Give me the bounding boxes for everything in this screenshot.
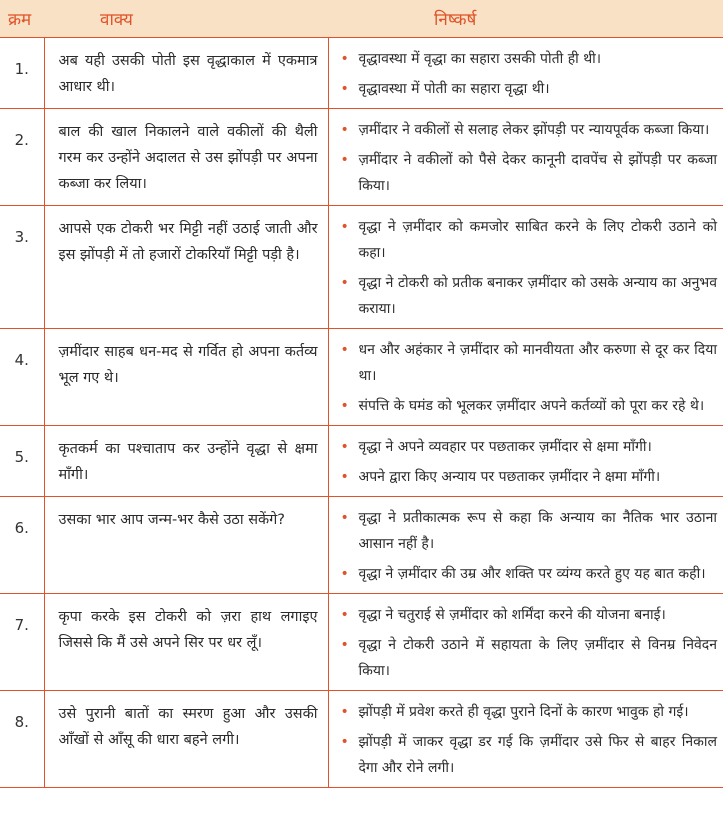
conclusion-cell — [328, 328, 723, 425]
row-number: 4. — [0, 328, 44, 425]
conclusion-cell — [328, 425, 723, 496]
bullet-icon: • — [340, 468, 349, 485]
bullet-icon: • — [340, 606, 349, 623]
table-row — [0, 593, 723, 690]
header-serial: क्रम — [0, 0, 44, 37]
bullet-icon: • — [340, 703, 349, 720]
bullet-icon: • — [340, 50, 349, 67]
bullet-icon: • — [340, 80, 349, 97]
conclusion-cell — [328, 205, 723, 328]
conclusion-cell — [328, 108, 723, 205]
conclusion-cell — [328, 593, 723, 690]
conclusion-item — [335, 270, 718, 322]
sentence-cell: आपसे एक टोकरी भर मिट्टी नहीं उठाई जाती और इस झोंपड़ी में तो हजारों टोकरियाँ मिट्टी पड़ी है। — [44, 205, 328, 328]
bullet-icon: • — [340, 509, 349, 526]
conclusion-cell — [328, 37, 723, 108]
row-number: 3. — [0, 205, 44, 328]
table-row — [0, 690, 723, 787]
conclusion-list — [335, 602, 718, 684]
bullet-icon: • — [340, 121, 349, 138]
conclusion-text: धन और अहंकार ने ज़मींदार को मानवीयता और करुणा से दूर कर दिया था। — [358, 341, 717, 384]
conclusion-text: ज़मींदार ने वकीलों से सलाह लेकर झोंपड़ी पर न्यायपूर्वक कब्जा किया। — [358, 121, 710, 138]
conclusion-item — [335, 147, 718, 199]
sentence-cell: कृपा करके इस टोकरी को ज़रा हाथ लगाइए जिससे कि मैं उसे अपने सिर पर धर लूँ। — [44, 593, 328, 690]
bullet-icon: • — [340, 565, 349, 582]
conclusion-item — [335, 117, 718, 143]
table-row — [0, 37, 723, 108]
sentence-cell: अब यही उसकी पोती इस वृद्धाकाल में एकमात्र आधार थी। — [44, 37, 328, 108]
row-number: 6. — [0, 496, 44, 593]
header-sentence: वाक्य — [44, 0, 328, 37]
conclusion-item — [335, 699, 718, 725]
conclusion-list — [335, 117, 718, 199]
bullet-icon: • — [340, 274, 349, 291]
table-row — [0, 108, 723, 205]
table-row — [0, 205, 723, 328]
header-conclusion: निष्कर्ष — [328, 0, 723, 37]
row-number: 8. — [0, 690, 44, 787]
bullet-icon: • — [340, 438, 349, 455]
conclusion-text: वृद्धा ने प्रतीकात्मक रूप से कहा कि अन्याय का नैतिक भार उठाना आसान नहीं है। — [358, 509, 717, 552]
table-row — [0, 496, 723, 593]
conclusion-cell — [328, 690, 723, 787]
conclusion-list — [335, 214, 718, 322]
conclusion-text: वृद्धावस्था में पोती का सहारा वृद्धा थी। — [358, 80, 550, 97]
conclusion-list — [335, 337, 718, 419]
conclusion-text: वृद्धा ने ज़मींदार की उम्र और शक्ति पर व्यंग्य करते हुए यह बात कही। — [358, 565, 706, 582]
sentence-cell: उसे पुरानी बातों का स्मरण हुआ और उसकी आँखों से आँसू की धारा बहने लगी। — [44, 690, 328, 787]
table-row — [0, 328, 723, 425]
conclusion-text: वृद्धा ने टोकरी को प्रतीक बनाकर ज़मींदार को उसके अन्याय का अनुभव कराया। — [358, 274, 717, 317]
conclusion-item — [335, 729, 718, 781]
conclusion-text: वृद्धा ने ज़मींदार को कमजोर साबित करने के लिए टोकरी उठाने को कहा। — [358, 218, 717, 261]
conclusion-text: वृद्धा ने अपने व्यवहार पर पछताकर ज़मींदार से क्षमा माँगी। — [358, 438, 652, 455]
conclusion-list — [335, 46, 718, 102]
sentence-cell: बाल की खाल निकालने वाले वकीलों की थैली गरम कर उन्होंने अदालत से उस झोंपड़ी पर अपना कब्जा कर लिया। — [44, 108, 328, 205]
bullet-icon: • — [340, 397, 349, 414]
table-header-row — [0, 0, 723, 37]
conclusion-text: वृद्धावस्था में वृद्धा का सहारा उसकी पोती ही थी। — [358, 50, 602, 67]
conclusion-text: ज़मींदार ने वकीलों को पैसे देकर कानूनी दावपेंच से झोंपड़ी पर कब्जा किया। — [358, 151, 717, 194]
conclusion-cell — [328, 496, 723, 593]
row-number: 2. — [0, 108, 44, 205]
conclusion-text: झोंपड़ी में जाकर वृद्धा डर गई कि ज़मींदार उसे फिर से बाहर निकाल देगा और रोने लगी। — [358, 733, 717, 776]
conclusion-item — [335, 76, 718, 102]
conclusion-list — [335, 699, 718, 781]
conclusion-item — [335, 337, 718, 389]
bullet-icon: • — [340, 733, 349, 750]
conclusion-text: वृद्धा ने टोकरी उठाने में सहायता के लिए ज़मींदार से विनम्र निवेदन किया। — [358, 636, 717, 679]
conclusion-item — [335, 505, 718, 557]
conclusion-item — [335, 393, 718, 419]
conclusion-list — [335, 434, 718, 490]
bullet-icon: • — [340, 636, 349, 653]
conclusion-item — [335, 602, 718, 628]
bullet-icon: • — [340, 341, 349, 358]
conclusion-text: झोंपड़ी में प्रवेश करते ही वृद्धा पुराने दिनों के कारण भावुक हो गई। — [358, 703, 689, 720]
conclusion-item — [335, 632, 718, 684]
conclusion-item — [335, 46, 718, 72]
conclusion-item — [335, 464, 718, 490]
sentence-cell: उसका भार आप जन्म-भर कैसे उठा सकेंगे? — [44, 496, 328, 593]
row-number: 7. — [0, 593, 44, 690]
conclusion-text: वृद्धा ने चतुराई से ज़मींदार को शर्मिंदा करने की योजना बनाई। — [358, 606, 666, 623]
sentence-cell: कृतकर्म का पश्चाताप कर उन्होंने वृद्धा से क्षमा माँगी। — [44, 425, 328, 496]
sentence-cell: ज़मींदार साहब धन-मद से गर्वित हो अपना कर्तव्य भूल गए थे। — [44, 328, 328, 425]
conclusion-text: अपने द्वारा किए अन्याय पर पछताकर ज़मींदार ने क्षमा माँगी। — [358, 468, 661, 485]
bullet-icon: • — [340, 218, 349, 235]
table-row — [0, 425, 723, 496]
row-number: 5. — [0, 425, 44, 496]
conclusion-item — [335, 561, 718, 587]
bullet-icon: • — [340, 151, 349, 168]
conclusion-text: संपत्ति के घमंड को भूलकर ज़मींदार अपने कर्तव्यों को पूरा कर रहे थे। — [358, 397, 705, 414]
conclusion-item — [335, 214, 718, 266]
conclusion-list — [335, 505, 718, 587]
row-number: 1. — [0, 37, 44, 108]
conclusion-item — [335, 434, 718, 460]
